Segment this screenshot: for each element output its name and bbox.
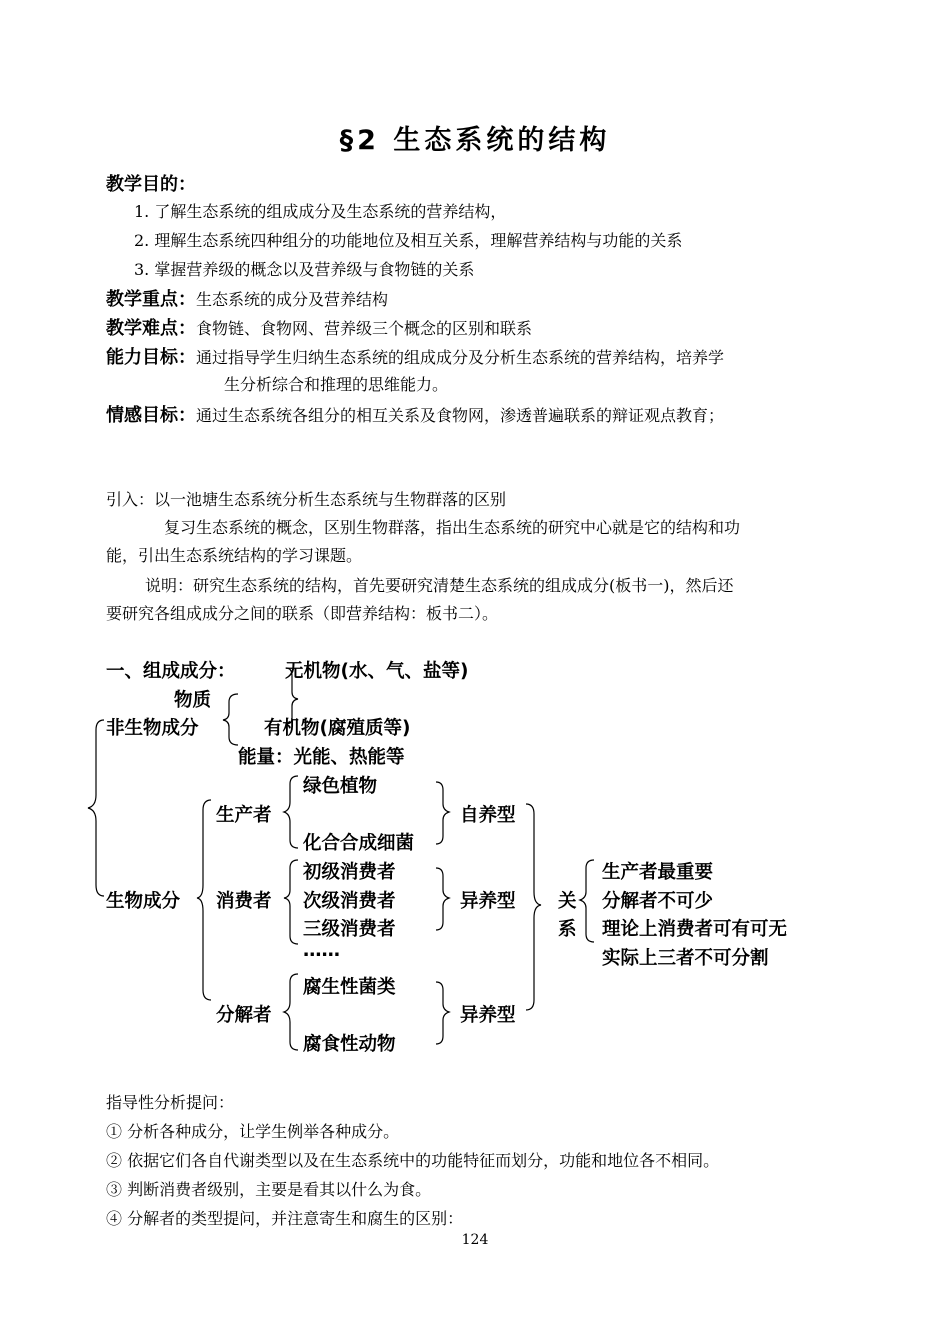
intro-line-3: 能，引出生态系统结构的学习课题。 [106, 546, 363, 565]
relation-item-4: 实际上三者不可分割 [602, 948, 769, 969]
tertiary-consumer: 三级消费者 [303, 919, 396, 940]
relation-brace [580, 860, 594, 942]
intro-line-1: 引入：以一池塘生态系统分析生态系统与生物群落的区别 [106, 490, 507, 509]
secondary-consumer: 次级消费者 [303, 891, 396, 912]
autotroph-label: 自养型 [460, 805, 516, 826]
root-brace [88, 720, 104, 896]
saprophytic-fungi: 腐生性菌类 [303, 977, 396, 998]
hetero2-brace [436, 982, 449, 1044]
emotion-label: 情感目标： [106, 405, 196, 426]
ability-label: 能力目标： [106, 347, 196, 368]
composition-heading: 一、组成成分： [106, 661, 236, 682]
objective-item-3: 3. 掌握营养级的概念以及营养级与食物链的关系 [134, 260, 475, 279]
inorganic-matter: 无机物(水、气、盐等) [285, 661, 469, 682]
heterotroph-label-2: 异养型 [460, 1005, 516, 1026]
biotic-component: 生物成分 [106, 891, 181, 912]
intro-line-2: 复习生态系统的概念，区别生物群落，指出生态系统的研究中心就是它的结构和功 [164, 518, 741, 537]
heterotroph-label-1: 异养型 [460, 891, 516, 912]
green-plants: 绿色植物 [303, 776, 378, 797]
ability-text-2: 生分析综合和推理的思维能力。 [224, 375, 449, 394]
organic-matter: 有机物(腐殖质等) [264, 718, 411, 739]
organism-type-brace [526, 804, 541, 1010]
relation-item-3: 理论上消费者可有可无 [602, 919, 788, 940]
questions-heading: 指导性分析提问： [106, 1093, 235, 1112]
autotroph-brace [436, 782, 449, 844]
saprophagous-animals: 腐食性动物 [303, 1034, 396, 1055]
key-point-label: 教学重点： [106, 289, 196, 310]
emotion-text: 通过生态系统各组分的相互关系及食物网，渗透普遍联系的辩证观点教育； [196, 406, 725, 425]
relation-label-2: 系 [558, 919, 577, 940]
energy-label: 能量：光能、热能等 [238, 747, 405, 768]
difficulty-label: 教学难点： [106, 318, 196, 339]
question-item-4: ④ 分解者的类型提问，并注意寄生和腐生的区别： [106, 1209, 464, 1228]
objectives-label: 教学目的： [106, 174, 196, 195]
relation-label-1: 关 [558, 891, 577, 912]
question-item-3: ③ 判断消费者级别，主要是看其以什么为食。 [106, 1180, 432, 1199]
consumer-label: 消费者 [216, 891, 272, 912]
question-item-2: ② 依据它们各自代谢类型以及在生态系统中的功能特征而划分，功能和地位各不相同。 [106, 1151, 720, 1170]
producer-brace [284, 776, 298, 848]
matter-brace [223, 694, 238, 745]
abiotic-component: 非生物成分 [106, 718, 199, 739]
decomposer-brace [284, 974, 298, 1050]
matter-label: 物质 [174, 690, 212, 711]
intro-line-5: 要研究各组成成分之间的联系（即营养结构：板书二）。 [106, 604, 499, 623]
objective-item-1: 1. 了解生态系统的组成成分及生态系统的营养结构， [134, 202, 507, 221]
chemo-bacteria: 化合合成细菌 [303, 833, 415, 854]
producer-label: 生产者 [216, 805, 272, 826]
objective-item-2: 2. 理解生态系统四种组分的功能地位及相互关系，理解营养结构与功能的关系 [134, 231, 683, 250]
biotic-brace [197, 800, 211, 1000]
ability-text-1: 通过指导学生归纳生态系统的组成成分及分析生态系统的营养结构，培养学 [196, 348, 725, 367]
page-number: 124 [461, 1232, 489, 1248]
question-item-1: ① 分析各种成分，让学生例举各种成分。 [106, 1122, 400, 1141]
intro-line-4: 说明：研究生态系统的结构，首先要研究清楚生态系统的组成成分(板书一)，然后还 [145, 576, 734, 595]
primary-consumer: 初级消费者 [303, 862, 396, 883]
key-point-text: 生态系统的成分及营养结构 [196, 290, 389, 309]
decomposer-label: 分解者 [216, 1005, 272, 1026]
difficulty-text: 食物链、食物网、营养级三个概念的区别和联系 [196, 319, 533, 338]
hetero1-brace [436, 868, 449, 930]
relation-item-2: 分解者不可少 [602, 891, 714, 912]
page-title: §2 生态系统的结构 [339, 125, 611, 156]
ellipsis: …… [303, 940, 340, 961]
consumer-brace [284, 860, 298, 944]
relation-item-1: 生产者最重要 [602, 862, 714, 883]
